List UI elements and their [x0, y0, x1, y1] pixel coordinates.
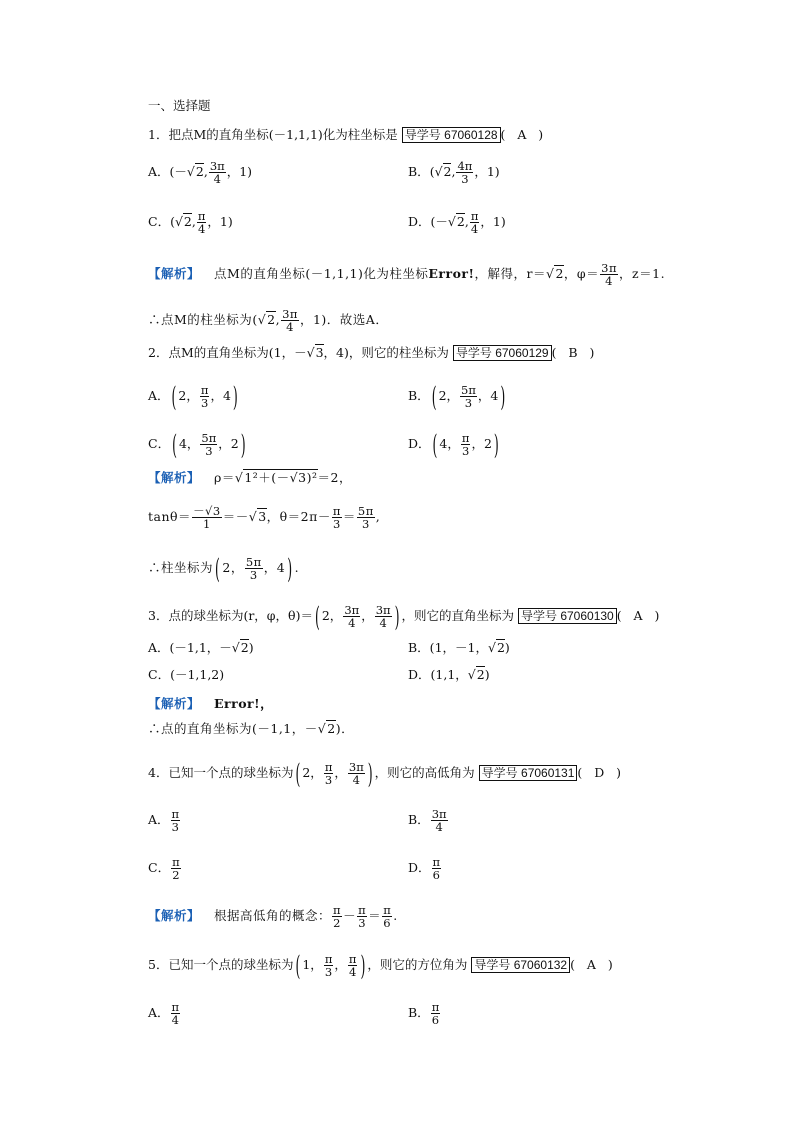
- answer: B: [568, 345, 578, 360]
- answer: A: [633, 608, 643, 623]
- q3-option-c: C．(－1,1,2): [148, 667, 225, 682]
- q3-option-b: B．(1，－1，√2): [408, 640, 510, 655]
- dxh-box: 导学号 67060132: [471, 957, 570, 973]
- dxh-box: 导学号 67060128: [402, 127, 501, 143]
- q5-option-b: B． $\frac{\pi}{6}$: [408, 1000, 440, 1027]
- question-4-stem: 4．已知一个点的球坐标为 ( 2， $\frac{\pi}{3}$ ， $\frac{3\pi}{4}$ ) ，则它的高低角为 导学号 67060131 ( D ): [148, 755, 622, 789]
- dxh-box: 导学号 67060131: [479, 765, 578, 781]
- q1-solution-2: ∴点M的柱坐标为(√2, $\frac{3\pi}{4}$ ，1)．故选A．: [148, 307, 389, 334]
- q2-option-b: B． ( 2， $\frac{5\pi}{3}$ ，4 ): [408, 378, 506, 412]
- q2-option-c: C． ( 4， $\frac{5\pi}{3}$ ，2 ): [148, 426, 246, 460]
- q1-option-a: A．(－√2, $\frac{3\pi}{4}$ ，1): [148, 159, 253, 186]
- q2-solution-1: 【解析】 ρ＝√1²＋(－√3)²＝2，: [148, 470, 352, 485]
- q4-option-a: A． $\frac{\pi}{3}$: [148, 807, 180, 834]
- question-3-stem: 3．点的球坐标为(r，φ，θ)＝ ( 2， $\frac{3\pi}{4}$ ， $\frac{3\pi}{4}$ ) ，则它的直角坐标为 导学号 67060130 ( A ): [148, 598, 660, 632]
- answer: A: [586, 957, 596, 972]
- q4-option-c: C． $\frac{\pi}{2}$: [148, 855, 180, 882]
- section-title: 一、选择题: [148, 98, 211, 113]
- answer: D: [594, 765, 605, 780]
- q1-option-c: C．(√2, $\frac{\pi}{4}$ ，1): [148, 209, 233, 236]
- q2-option-a: A． ( 2， $\frac{\pi}{3}$ ，4 ): [148, 378, 238, 412]
- question-2-stem: 2．点M的直角坐标为(1，－√3，4)，则它的柱坐标为 导学号 67060129 ( B ): [148, 345, 595, 360]
- q1-option-b: B．(√2, $\frac{4\pi}{3}$ ，1): [408, 159, 500, 186]
- dxh-box: 导学号 67060129: [453, 345, 552, 361]
- answer: A: [517, 127, 527, 142]
- q1-option-d: D．(－√2, $\frac{\pi}{4}$ ，1): [408, 209, 506, 236]
- q4-option-d: D． $\frac{\pi}{6}$: [408, 855, 441, 882]
- q2-option-d: D． ( 4， $\frac{\pi}{3}$ ，2 ): [408, 426, 499, 460]
- q4-solution: 【解析】 根据高低角的概念： $\frac{\pi}{2}$ － $\frac{\pi}{3}$ ＝ $\frac{\pi}{6}$ .: [148, 903, 398, 930]
- q5-option-a: A． $\frac{\pi}{4}$: [148, 1000, 180, 1027]
- question-1-stem: 1．把点M的直角坐标(－1,1,1)化为柱坐标是 导学号 67060128 ( A ): [148, 127, 544, 142]
- dxh-box: 导学号 67060130: [518, 608, 617, 624]
- question-5-stem: 5．已知一个点的球坐标为 ( 1， $\frac{\pi}{3}$ ， $\frac{\pi}{4}$ ) ，则它的方位角为 导学号 67060132 ( A ): [148, 947, 613, 981]
- q3-solution-1: 【解析】 Error!，: [148, 696, 274, 711]
- q3-solution-2: ∴点的直角坐标为(－1,1，－√2)．: [148, 721, 355, 736]
- q3-option-d: D．(1,1，√2): [408, 667, 490, 682]
- q1-solution-1: 【解析】 点M的直角坐标(－1,1,1)化为柱坐标Error!，解得，r＝√2，φ＝ $\frac{3\pi}{4}$ ，z＝1.: [148, 261, 666, 288]
- q4-option-b: B． $\frac{3\pi}{4}$: [408, 807, 447, 834]
- q2-solution-2: tanθ＝ $\frac{-√3}{1}$ ＝－√3，θ＝2π－ $\frac{\pi}{3}$ ＝ $\frac{5\pi}{3}$ ,: [148, 504, 381, 531]
- q2-solution-3: ∴柱坐标为 ( 2， $\frac{5\pi}{3}$ ，4 ) .: [148, 550, 300, 584]
- q3-option-a: A．(－1,1，－√2): [148, 640, 254, 655]
